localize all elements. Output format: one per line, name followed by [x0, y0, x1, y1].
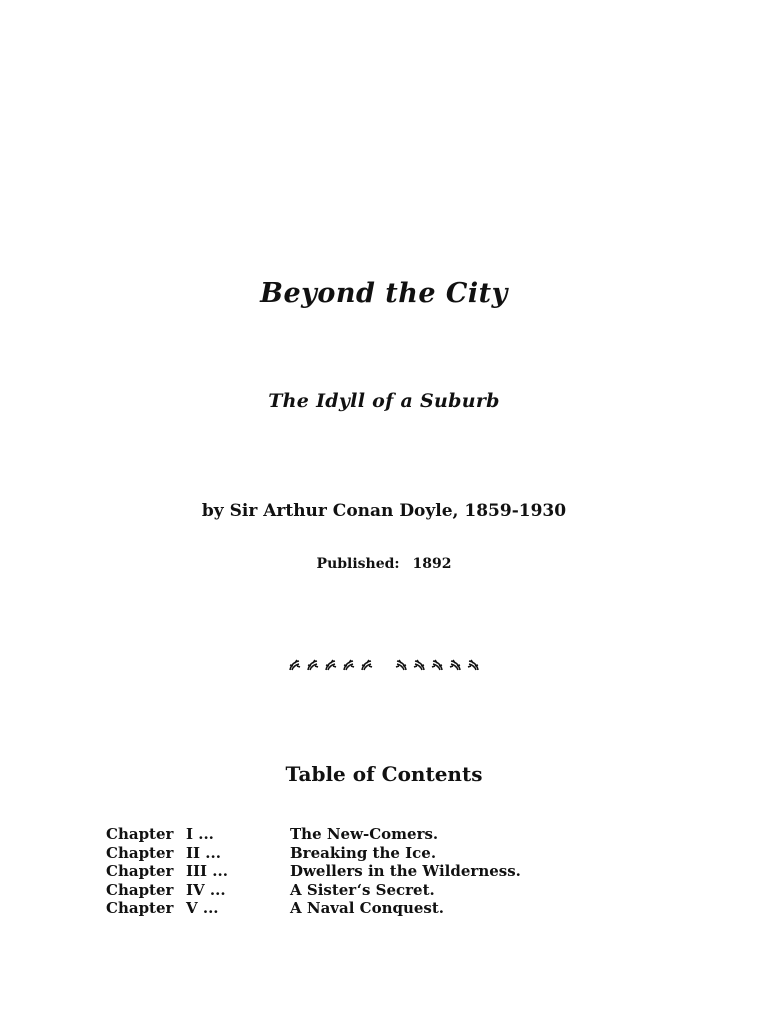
book-subtitle: The Idyll of a Suburb — [268, 390, 500, 412]
ornament-group-right — [392, 658, 482, 673]
chapter-number: I ... — [186, 825, 214, 843]
toc-row[interactable] — [106, 844, 521, 863]
toc-row[interactable] — [106, 825, 521, 844]
toc-row[interactable] — [106, 899, 521, 918]
chapter-number: III ... — [186, 862, 228, 880]
published-line — [0, 556, 768, 572]
author-line: by Sir Arthur Conan Doyle, 1859-1930 — [201, 501, 567, 521]
floral-ornament-icon — [466, 659, 480, 672]
chapter-title[interactable]: A Sister‘s Secret. — [290, 880, 435, 899]
chapter-word: Chapter — [106, 862, 174, 880]
toc-row[interactable] — [106, 862, 521, 881]
floral-ornament-icon — [448, 659, 462, 672]
floral-ornament-icon — [430, 659, 444, 672]
chapter-word: Chapter — [106, 843, 174, 862]
chapter-word: Chapter — [106, 880, 174, 899]
chapter-title[interactable]: Dwellers in the Wilderness. — [290, 862, 521, 880]
floral-ornament-icon — [360, 659, 374, 672]
chapter-word: Chapter — [106, 825, 174, 843]
toc-row[interactable] — [106, 881, 521, 900]
chapter-title[interactable]: The New-Comers. — [290, 825, 439, 843]
floral-ornament-icon — [394, 659, 408, 672]
toc-heading: Table of Contents — [285, 762, 483, 786]
ornament-divider — [0, 658, 768, 673]
floral-ornament-icon — [288, 659, 302, 672]
floral-ornament-icon — [324, 659, 338, 672]
floral-ornament-icon — [342, 659, 356, 672]
published-label: Published: — [316, 556, 400, 572]
chapter-title[interactable]: Breaking the Ice. — [290, 843, 437, 862]
chapter-title[interactable]: A Naval Conquest. — [290, 899, 445, 917]
chapter-number: IV ... — [186, 880, 226, 899]
chapter-number: II ... — [186, 843, 221, 862]
published-year: 1892 — [412, 556, 452, 572]
chapter-number: V ... — [186, 899, 219, 917]
floral-ornament-icon — [412, 659, 426, 672]
book-title: Beyond the City — [260, 278, 508, 309]
table-of-contents — [106, 825, 521, 918]
ornament-group-left — [286, 658, 376, 673]
chapter-word: Chapter — [106, 899, 174, 917]
floral-ornament-icon — [306, 659, 320, 672]
